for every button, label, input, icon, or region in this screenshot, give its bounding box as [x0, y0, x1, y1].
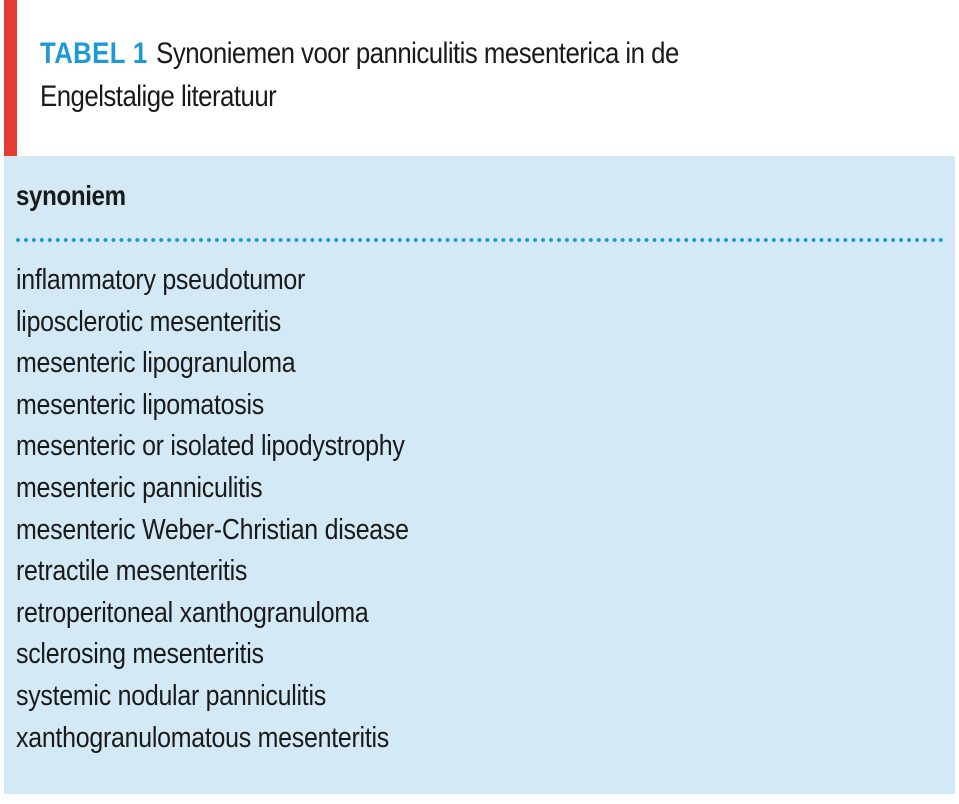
- table-row: sclerosing mesenteritis: [16, 638, 264, 671]
- table-row: mesenteric panniculitis: [16, 471, 263, 504]
- table-row: mesenteric lipomatosis: [16, 388, 264, 421]
- table-title: [40, 32, 797, 118]
- table-row: retroperitoneal xanthogranuloma: [16, 596, 369, 629]
- accent-bar: [4, 0, 17, 156]
- table-body: [4, 156, 955, 794]
- dotted-divider: [16, 238, 944, 242]
- table-row: mesenteric lipogranuloma: [16, 347, 296, 380]
- table-header: [0, 0, 959, 156]
- table-row: liposclerotic mesenteritis: [16, 305, 281, 338]
- table-number-label: TABEL 1: [40, 37, 148, 70]
- table-row: mesenteric Weber-Christian disease: [16, 513, 409, 546]
- synonym-list: [16, 260, 409, 759]
- table-row: xanthogranulomatous mesenteritis: [16, 721, 389, 754]
- column-header-synoniem: synoniem: [16, 180, 126, 211]
- table-row: inflammatory pseudotumor: [16, 264, 306, 296]
- table-row: retractile mesenteritis: [16, 555, 248, 588]
- table-row: systemic nodular panniculitis: [16, 679, 326, 712]
- table-caption: Synoniemen voor panniculitis mesenterica in de Engelstalige literatuur: [40, 37, 679, 113]
- table-row: mesenteric or isolated lipodystrophy: [16, 430, 405, 463]
